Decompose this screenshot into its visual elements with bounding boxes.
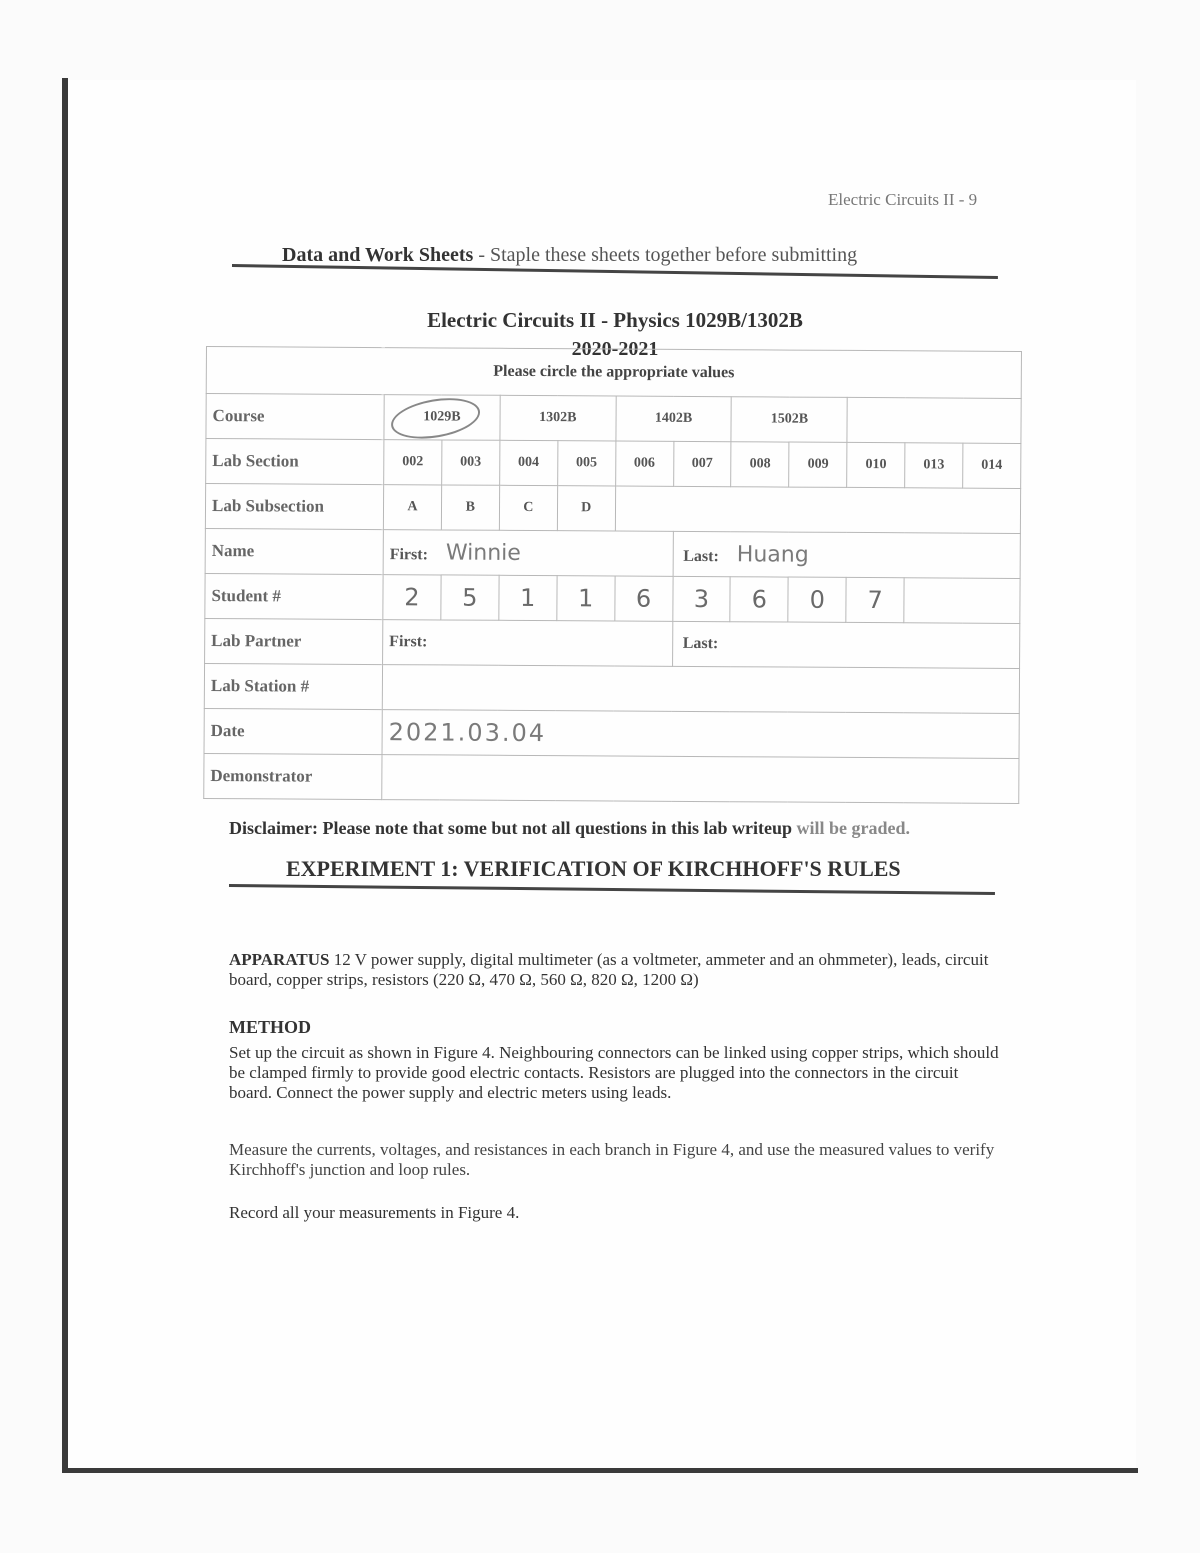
lab-section-option[interactable]: 005 bbox=[557, 441, 615, 486]
date-label: Date bbox=[204, 708, 382, 754]
method-heading: METHOD bbox=[229, 1017, 312, 1037]
method-paragraph-2: Measure the currents, voltages, and resistances in each branch in Figure 4, and use the measured values to verify Kirchhoff's junction and loop rules. bbox=[229, 1140, 995, 1179]
student-number-digit[interactable]: 3 bbox=[672, 576, 730, 621]
lab-subsection-option[interactable]: D bbox=[557, 486, 615, 531]
disclaimer bbox=[229, 818, 910, 839]
info-form-table bbox=[203, 346, 1022, 804]
lab-section-option[interactable]: 007 bbox=[673, 441, 731, 486]
lab-subsection-option[interactable]: A bbox=[383, 485, 441, 530]
name-last-value[interactable]: Huang bbox=[736, 541, 809, 568]
name-row bbox=[205, 528, 1020, 578]
course-label: Course bbox=[206, 394, 384, 440]
apparatus-paragraph bbox=[229, 950, 999, 990]
date-field[interactable] bbox=[382, 710, 1019, 759]
lab-section-label: Lab Section bbox=[206, 439, 384, 485]
lab-partner-first-label: First: bbox=[389, 633, 428, 651]
demonstrator-row bbox=[204, 753, 1019, 803]
apparatus-heading: APPARATUS bbox=[229, 950, 330, 969]
student-number-digit[interactable]: 6 bbox=[614, 576, 672, 621]
student-number-empty-cell bbox=[904, 578, 1020, 624]
method-paragraph-1: Set up the circuit as shown in Figure 4. Neighbouring connectors can be linked using copper strips, which should be clamped firmly to provide good electric contacts. Resistors are plugged into the connectors in the circuit board. Connect the power supply and electric meters using leads. bbox=[229, 1043, 999, 1102]
lab-section-option[interactable]: 004 bbox=[499, 440, 557, 485]
sheet-title bbox=[282, 244, 857, 267]
lab-partner-label: Lab Partner bbox=[205, 618, 383, 664]
lab-station-field[interactable] bbox=[382, 665, 1019, 714]
lab-partner-first-cell[interactable] bbox=[383, 620, 673, 667]
apparatus-text: 12 V power supply, digital multimeter (as a voltmeter, ammeter and an ohmmeter), leads, circuit board, copper strips, resistors (220 Ω, 470 Ω, 560 Ω, 820 Ω, 1200 Ω) bbox=[229, 950, 989, 989]
lab-section-option[interactable]: 010 bbox=[847, 442, 905, 487]
lab-partner-last-cell[interactable] bbox=[672, 621, 1020, 668]
lab-section-option[interactable]: 002 bbox=[384, 440, 442, 485]
lab-partner-last-label: Last: bbox=[682, 634, 719, 653]
lab-section-option[interactable]: 008 bbox=[731, 442, 789, 487]
form-year: 2020-2021 bbox=[571, 338, 659, 360]
student-number-digit[interactable]: 0 bbox=[788, 577, 846, 622]
name-first-label: First: bbox=[389, 545, 428, 563]
demonstrator-label: Demonstrator bbox=[204, 753, 382, 799]
disclaimer-main: Disclaimer: Please note that some but not all questions in this lab writeup bbox=[229, 818, 797, 838]
lab-station-row bbox=[204, 663, 1019, 713]
course-option-1029b[interactable]: 1029B bbox=[384, 395, 500, 441]
disclaimer-tail: will be graded. bbox=[796, 818, 911, 838]
name-label: Name bbox=[205, 528, 383, 574]
student-number-digit[interactable]: 5 bbox=[441, 575, 499, 620]
name-first-value[interactable]: Winnie bbox=[445, 539, 521, 566]
lab-subsection-option[interactable]: C bbox=[499, 485, 557, 530]
date-value[interactable]: 2021.03.04 bbox=[388, 718, 547, 748]
page-header: Electric Circuits II - 9 bbox=[828, 190, 978, 209]
method-paragraph-3: Record all your measurements in Figure 4. bbox=[229, 1203, 520, 1222]
lab-subsection-option[interactable]: B bbox=[441, 485, 499, 530]
course-option-1502b[interactable]: 1502B bbox=[731, 397, 847, 443]
page-edge-bottom bbox=[62, 1468, 1138, 1473]
student-number-digit[interactable]: 7 bbox=[846, 577, 904, 622]
student-number-digit[interactable]: 6 bbox=[730, 577, 788, 622]
lab-subsection-empty-cell bbox=[615, 486, 1021, 533]
page-edge-left bbox=[62, 78, 68, 1473]
student-number-digit[interactable]: 1 bbox=[499, 575, 557, 620]
name-first-cell[interactable] bbox=[383, 530, 673, 577]
lab-section-option[interactable]: 009 bbox=[789, 442, 847, 487]
form-title: Electric Circuits II - Physics 1029B/1302B bbox=[427, 308, 803, 332]
lab-section-option[interactable]: 014 bbox=[963, 443, 1021, 488]
sheet-title-bold: Data and Work Sheets bbox=[282, 244, 474, 266]
lab-section-option[interactable]: 003 bbox=[442, 440, 500, 485]
date-row bbox=[204, 708, 1019, 758]
lab-partner-row bbox=[205, 618, 1020, 668]
student-number-digit[interactable]: 1 bbox=[557, 576, 615, 621]
name-last-label: Last: bbox=[683, 547, 719, 565]
lab-section-option[interactable]: 006 bbox=[615, 441, 673, 486]
lab-subsection-label: Lab Subsection bbox=[205, 484, 383, 530]
course-empty-cell bbox=[847, 397, 1021, 443]
course-row bbox=[206, 394, 1021, 444]
lab-station-label: Lab Station # bbox=[204, 663, 382, 709]
student-number-label: Student # bbox=[205, 573, 383, 619]
experiment-title: EXPERIMENT 1: VERIFICATION OF KIRCHHOFF'S RULES bbox=[286, 856, 901, 881]
name-last-cell[interactable] bbox=[673, 531, 1021, 578]
demonstrator-field[interactable] bbox=[382, 755, 1019, 804]
lab-section-option[interactable]: 013 bbox=[905, 443, 963, 488]
form-instruction: Please circle the appropriate values bbox=[206, 347, 1021, 399]
student-number-digit[interactable]: 2 bbox=[383, 575, 441, 620]
lab-section-row bbox=[206, 439, 1021, 489]
course-option-1302b[interactable]: 1302B bbox=[500, 395, 616, 441]
student-number-row bbox=[205, 573, 1020, 623]
lab-subsection-row bbox=[205, 484, 1020, 534]
course-option-1402b[interactable]: 1402B bbox=[616, 396, 732, 442]
sheet-title-rest: - Staple these sheets together before submitting bbox=[473, 244, 858, 266]
